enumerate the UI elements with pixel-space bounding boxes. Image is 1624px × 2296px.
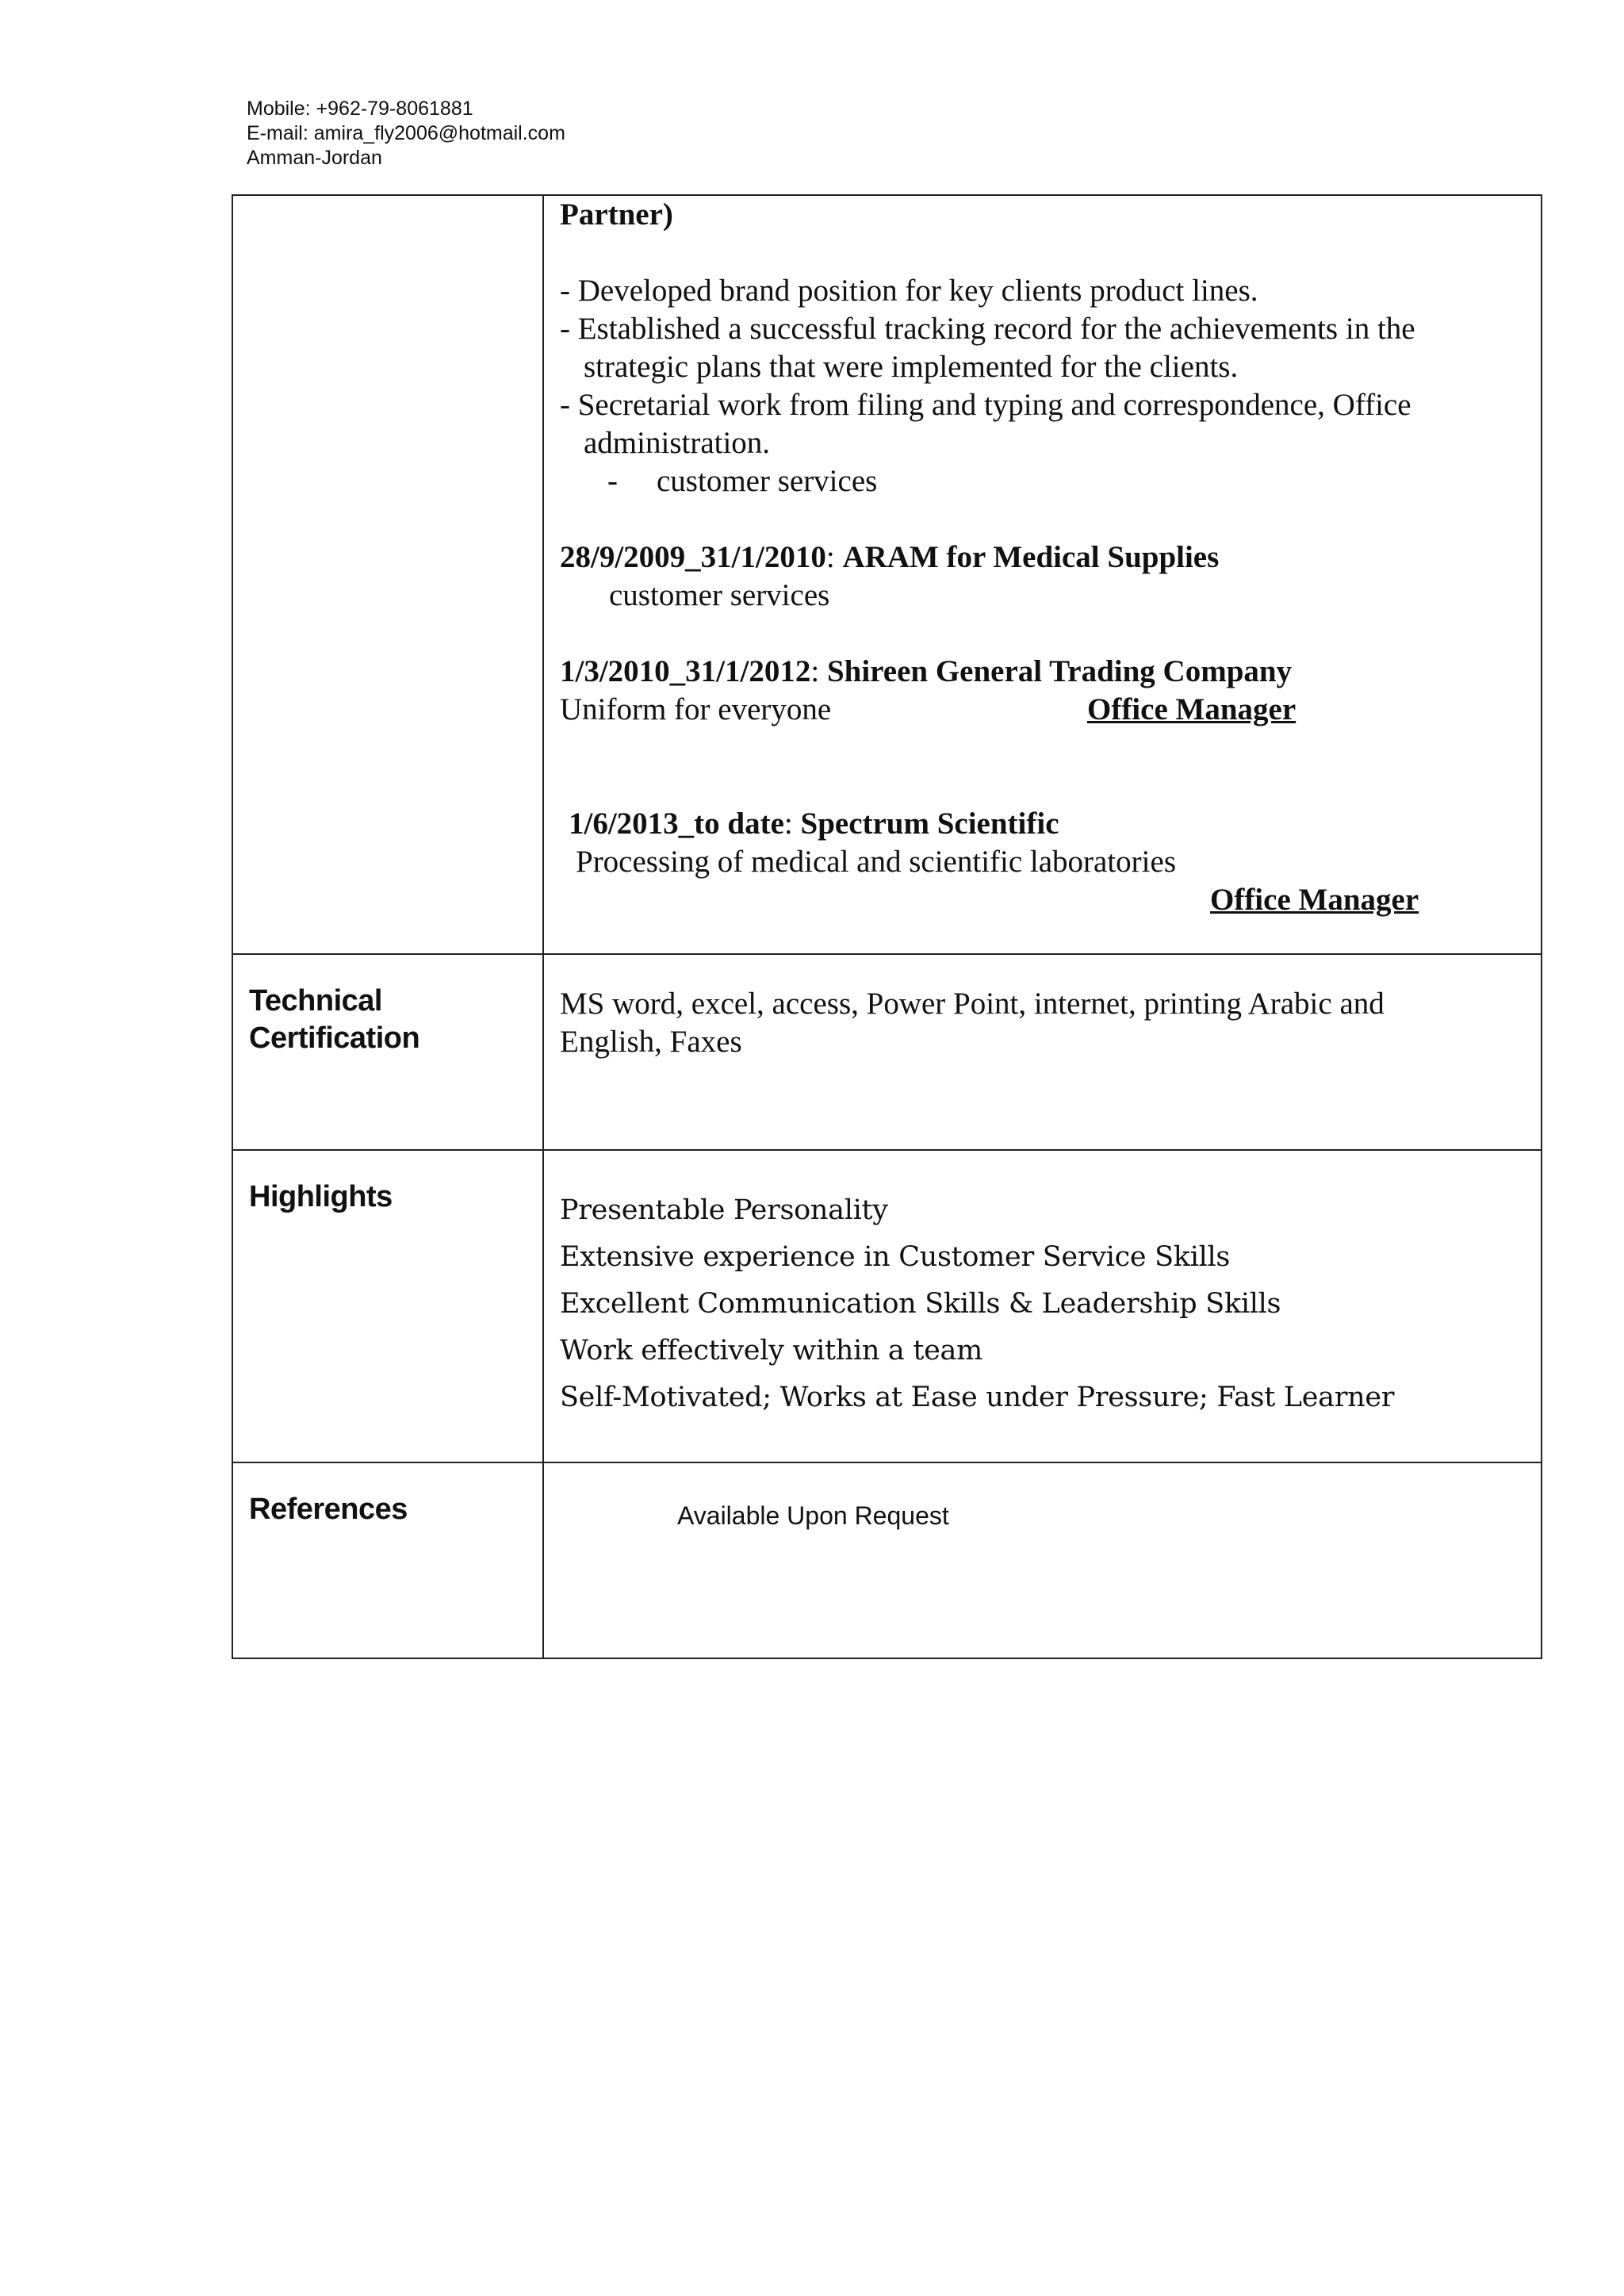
job-description: Uniform for everyone bbox=[560, 692, 832, 726]
highlights-label-cell bbox=[232, 1150, 543, 1462]
job-dates: 1/6/2013_to date bbox=[569, 807, 784, 841]
job-description: Processing of medical and scientific laboratories bbox=[576, 845, 1176, 879]
job-heading bbox=[560, 539, 1541, 577]
contact-email: E-mail: amira_fly2006@hotmail.com bbox=[247, 122, 565, 144]
job-company: Spectrum Scientific bbox=[800, 807, 1059, 841]
highlights-content-cell bbox=[543, 1150, 1542, 1462]
contact-location: Amman-Jordan bbox=[247, 147, 382, 169]
job-desc-role-line bbox=[560, 691, 1541, 729]
sub-item-dash: - bbox=[607, 464, 618, 498]
experience-bullet-continuation: strategic plans that were implemented for the clients. bbox=[584, 350, 1239, 384]
technical-content-cell bbox=[543, 954, 1542, 1150]
experience-bullet: - Established a successful tracking record for the achievements in the bbox=[560, 312, 1415, 346]
technical-label-line: Certification bbox=[249, 1022, 420, 1055]
experience-bullet: - Developed brand position for key clients product lines. bbox=[560, 274, 1258, 308]
references-label: References bbox=[249, 1493, 408, 1526]
job-role: Office Manager bbox=[1210, 883, 1419, 917]
technical-label-line: Technical bbox=[249, 984, 382, 1018]
experience-label-cell bbox=[232, 195, 543, 954]
references-label-cell bbox=[232, 1462, 543, 1658]
experience-bullet: - Secretarial work from filing and typing and correspondence, Office bbox=[560, 388, 1411, 422]
contact-block bbox=[247, 97, 565, 171]
technical-row bbox=[232, 954, 1542, 1150]
experience-sub-item bbox=[560, 462, 1541, 500]
references-text: Available Upon Request bbox=[677, 1501, 949, 1530]
job-role: Office Manager bbox=[1087, 692, 1297, 726]
job-heading bbox=[560, 653, 1541, 691]
references-content-cell bbox=[543, 1462, 1542, 1658]
technical-text-line: MS word, excel, access, Power Point, internet, printing Arabic and bbox=[560, 987, 1385, 1021]
job-sep: : bbox=[825, 540, 835, 574]
experience-bullet-continuation: administration. bbox=[584, 426, 771, 460]
highlights-label: Highlights bbox=[249, 1180, 393, 1213]
experience-row bbox=[232, 195, 1542, 954]
highlight-item: Excellent Communication Skills & Leadership Skills bbox=[560, 1288, 1281, 1320]
sub-item-text: customer services bbox=[657, 464, 878, 498]
job-description: customer services bbox=[609, 578, 830, 612]
highlights-row bbox=[232, 1150, 1542, 1462]
resume-table bbox=[232, 194, 1542, 1659]
highlight-item: Self-Motivated; Works at Ease under Pressure; Fast Learner bbox=[560, 1382, 1395, 1413]
technical-text-line: English, Faxes bbox=[560, 1025, 742, 1059]
technical-label-cell bbox=[232, 954, 543, 1150]
job-dates: 28/9/2009_31/1/2010 bbox=[560, 540, 826, 574]
job-role-line bbox=[560, 881, 1541, 919]
highlight-item: Extensive experience in Customer Service Skills bbox=[560, 1241, 1231, 1273]
contact-mobile: Mobile: +962-79-8061881 bbox=[247, 98, 473, 120]
job-sep: : bbox=[783, 807, 793, 841]
experience-continued-heading: Partner) bbox=[560, 197, 673, 232]
job-heading bbox=[560, 805, 1541, 843]
references-row bbox=[232, 1462, 1542, 1658]
job-company: Shireen General Trading Company bbox=[826, 654, 1293, 688]
job-sep: : bbox=[810, 654, 820, 688]
highlight-item: Work effectively within a team bbox=[560, 1335, 982, 1366]
experience-content-cell bbox=[543, 195, 1542, 954]
job-company: ARAM for Medical Supplies bbox=[842, 540, 1220, 574]
job-dates: 1/3/2010_31/1/2012 bbox=[560, 654, 811, 688]
highlight-item: Presentable Personality bbox=[560, 1194, 888, 1226]
